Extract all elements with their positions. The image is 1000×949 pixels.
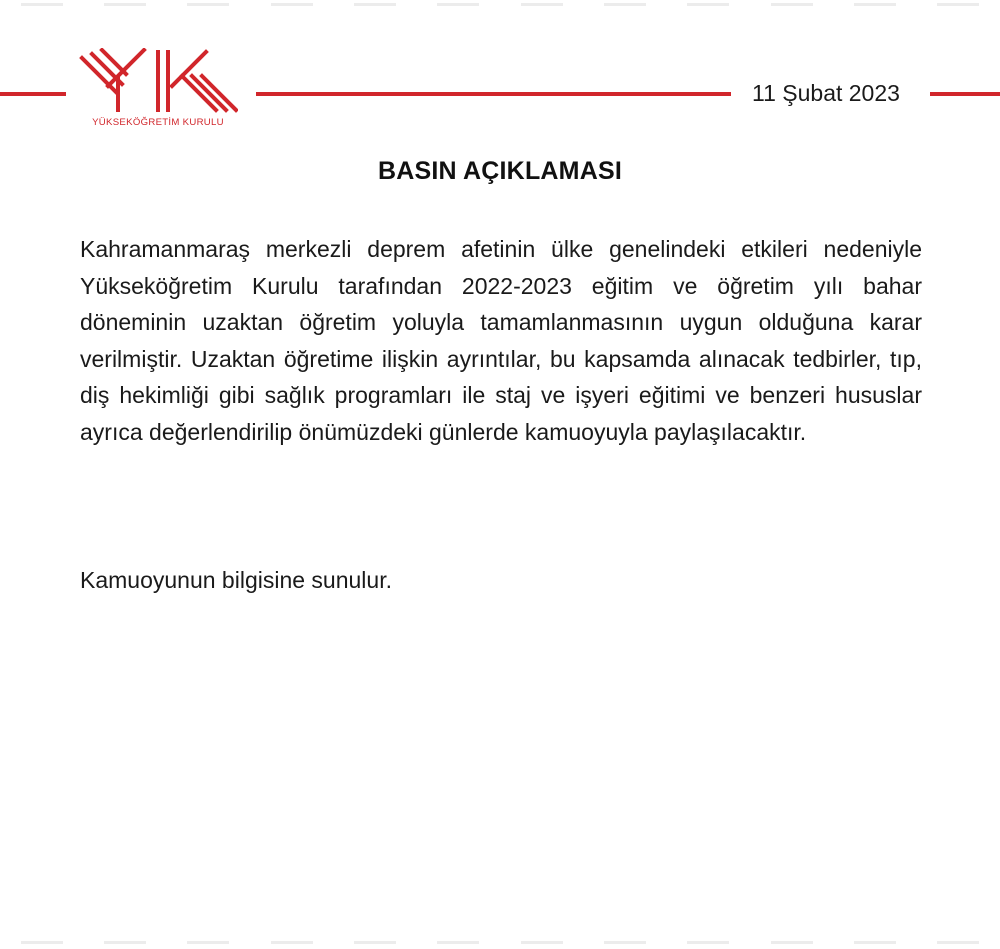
header-rule-right xyxy=(930,92,1000,96)
top-decorative-strip xyxy=(0,0,1000,10)
logo-caption: YÜKSEKÖĞRETİM KURULU xyxy=(92,117,224,128)
bottom-decorative-strip xyxy=(0,938,1000,948)
header-rule-left xyxy=(0,92,66,96)
document-title: BASIN AÇIKLAMASI xyxy=(378,157,622,185)
yok-logo xyxy=(78,48,238,134)
document-closing: Kamuoyunun bilgisine sunulur. xyxy=(80,567,392,593)
yok-logo-icon xyxy=(78,48,238,114)
document-body: Kahramanmaraş merkezli deprem afetinin ülke genelindeki etkileri nedeniyle Yükseköğretim Kurulu tarafından 2022-2023 eğitim ve öğretim yılı bahar döneminin uzaktan öğretim yoluyla tamamlanmasının uygun olduğuna karar verilmiştir. Uzaktan öğretime ilişkin ayrıntılar, bu kapsamda alınacak tedbirler, tıp, diş hekimliği gibi sağlık programları ile staj ve işyeri eğitimi ve benzeri hususlar ayrıca değerlendirilip önümüzdeki günlerde kamuoyuyla paylaşılacaktır. xyxy=(80,236,922,445)
header-rule-middle xyxy=(256,92,731,96)
document-date: 11 Şubat 2023 xyxy=(752,80,900,106)
